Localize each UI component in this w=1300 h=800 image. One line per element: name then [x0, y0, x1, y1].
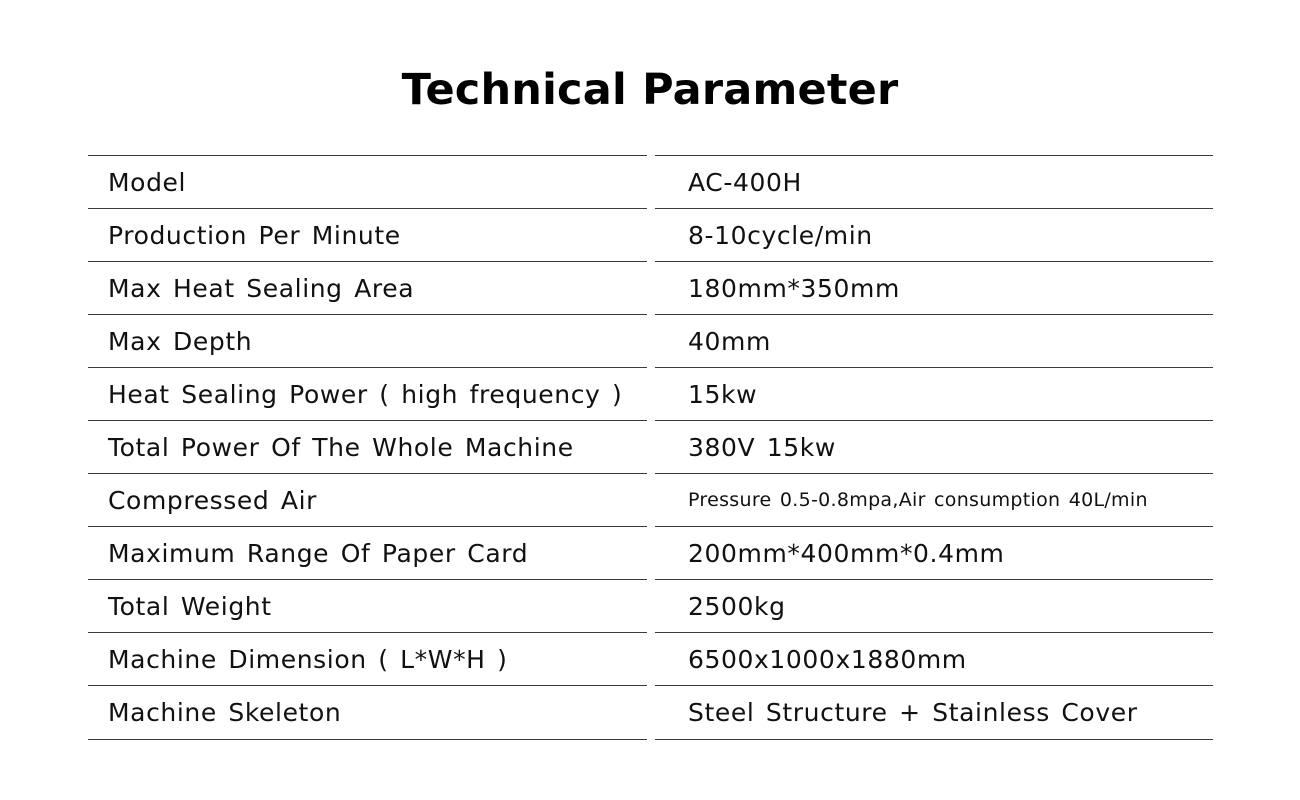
row-label-total-weight: Total Weight — [108, 591, 272, 621]
row-value-model: AC-400H — [688, 167, 802, 197]
row-label-total-power: Total Power Of The Whole Machine — [108, 432, 574, 462]
row-value-production: 8-10cycle/min — [688, 220, 873, 250]
table-row — [88, 420, 1213, 473]
row-label-model: Model — [108, 167, 187, 197]
table-row — [88, 526, 1213, 579]
row-label-compressed-air: Compressed Air — [108, 485, 318, 515]
row-value-total-power: 380V 15kw — [688, 432, 836, 462]
row-label-dimension: Machine Dimension ( L*W*H ) — [108, 644, 508, 674]
row-value-max-depth: 40mm — [688, 326, 771, 356]
table-row — [88, 685, 1213, 740]
table-row — [88, 261, 1213, 314]
row-value-skeleton: Steel Structure + Stainless Cover — [688, 697, 1138, 727]
row-value-sealing-power: 15kw — [688, 379, 758, 409]
row-value-sealing-area: 180mm*350mm — [688, 273, 900, 303]
row-value-total-weight: 2500kg — [688, 591, 786, 621]
row-label-max-depth: Max Depth — [108, 326, 253, 356]
table-row — [88, 367, 1213, 420]
table-row — [88, 473, 1213, 526]
table-row — [88, 314, 1213, 367]
parameter-table — [88, 155, 1213, 740]
row-value-paper-card: 200mm*400mm*0.4mm — [688, 538, 1005, 568]
row-value-dimension: 6500x1000x1880mm — [688, 644, 967, 674]
row-value-compressed-air: Pressure 0.5-0.8mpa,Air consumption 40L/min — [688, 488, 1148, 511]
row-label-paper-card: Maximum Range Of Paper Card — [108, 538, 529, 568]
row-label-production: Production Per Minute — [108, 220, 401, 250]
row-label-sealing-power: Heat Sealing Power ( high frequency ) — [108, 379, 623, 409]
table-row — [88, 208, 1213, 261]
page-title: Technical Parameter — [401, 65, 899, 115]
table-row — [88, 579, 1213, 632]
table-row — [88, 632, 1213, 685]
row-label-sealing-area: Max Heat Sealing Area — [108, 273, 415, 303]
row-label-skeleton: Machine Skeleton — [108, 697, 342, 727]
table-row — [88, 155, 1213, 208]
